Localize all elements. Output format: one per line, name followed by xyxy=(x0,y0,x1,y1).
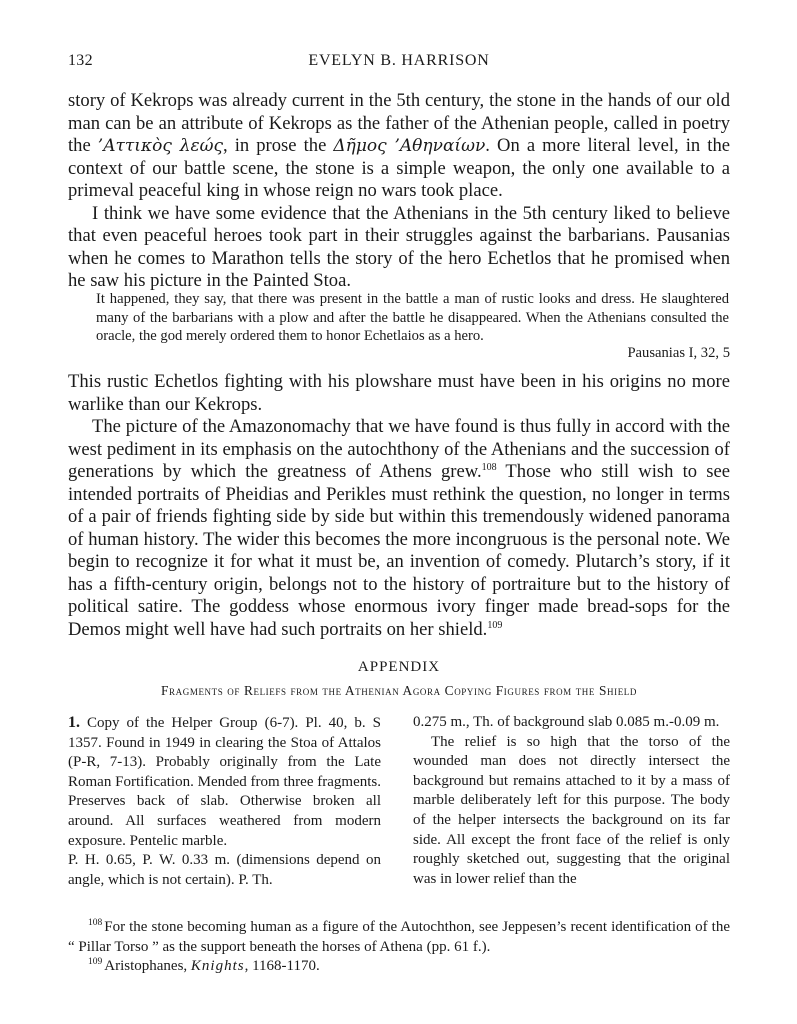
footnote-108: $^{108}$ For the stone becoming human as a figure of the Autochthon, see Jeppesen’s recent identification of the “ Pillar Torso ” as the support beneath the horses of Athena (pp. 61 f.). xyxy=(68,918,730,955)
footnote-ref-108[interactable]: 108 xyxy=(481,462,497,473)
paragraph-kekrops: story of Kekrops was already current in the 5th century, the stone in the hands of our old man can be an attribute of Kekrops as the father of the Athenian people, called in poetry the ’Αττικὸς λεώς, in prose the Δῆμος ’Αθηναίων. On a more literal level, in the context of our battle scene, the stone is a simple weapon, the only one available to a primeval peaceful king in whose reign no wars took place. xyxy=(68,90,730,201)
greek-phrase-attikos-leos: ’Αττικὸς λεώς xyxy=(97,136,223,156)
catalogue-column-right xyxy=(413,713,730,889)
catalogue-entry-1-thickness: 0.275 m., Th. of background slab 0.085 m.-0.09 m. xyxy=(413,714,720,730)
paragraph-amazonomachy: The picture of the Amazonomachy that we have found is thus fully in accord with the west pediment in its emphasis on the autochthony of the Athenians and the succession of generations by which the greatness of Athens grew.$^{108}$ Those who still wish to see intended portraits of Pheidias and Perikles must rethink the question, no longer in terms of a pair of friends fighting side by side but within this tremendously widened panorama of human history. The wider this becomes the more incongruous is the personal note. We begin to recognize it for what it must be, an invention of comedy. Plutarch’s story, if it has a fifth-century origin, belongs not to the history of portraiture but to the history of political satire. The goddess whose enormous ivory finger made bread-sops for the Demos might well have had such portraits on her shield.$^{109}$ xyxy=(68,416,730,640)
page-number: 132 xyxy=(68,52,93,69)
paragraph-echetlos: I think we have some evidence that the Athenians in the 5th century liked to believe that even peaceful heroes took part in their struggles against the barbarians. Pausanias when he comes to Marathon tells the story of the hero Echetlos that he promised when he saw his picture in the Painted Stoa. xyxy=(68,202,730,291)
author-name: EVELYN B. HARRISON xyxy=(308,52,490,69)
running-head xyxy=(68,52,730,74)
greek-phrase-demos-athenaion: Δῆμος ’Αθηναίων xyxy=(333,136,486,156)
appendix-title: APPENDIX xyxy=(357,659,441,675)
work-title-knights: Knights xyxy=(190,958,245,974)
body-text-lower xyxy=(68,371,730,641)
catalogue-entry-number: 1. xyxy=(68,714,80,731)
catalogue-entry-1-description: 1. Copy of the Helper Group (6-7). Pl. 40, b. S 1357. Found in 1949 in clearing the Stoa of Attalos (P-R, 7-13). Probably originally from the Late Roman Fortification. Mended from three fragments. Preserves back of slab. Otherwise broken all around. All surfaces weathered from modern exposure. Pentelic marble. xyxy=(68,714,381,849)
footnote-number-109: 109 xyxy=(88,957,103,967)
block-quote: It happened, they say, that there was present in the battle a man of rustic looks and dress. He slaughtered many of the barbarians with a plow and after the battle he disappeared. When the Athenians consulted the oracle, the god merely ordered them to honor Echetlaios as a hero. xyxy=(96,291,729,344)
paragraph-plowshare: This rustic Echetlos fighting with his plowshare must have been in his origins no more warlike than our Kekrops. xyxy=(68,371,730,415)
appendix-subtitle: Fragments of Reliefs from the Athenian Agora Copying Figures from the Shield xyxy=(161,683,637,698)
quote-citation: Pausanias I, 32, 5 xyxy=(627,345,730,361)
body-text-upper xyxy=(68,90,730,293)
footnote-109: $^{109}$ Aristophanes, Knights, 1168-1170. xyxy=(88,957,320,974)
catalogue-column-left xyxy=(68,713,381,890)
footnote-number-108: 108 xyxy=(88,918,103,928)
catalogue-entry-1-relief-note: The relief is so high that the torso of the wounded man does not directly intersect the background but remains attached to it by a mass of marble deliberately left for this purpose. The body of the helper intersects the background on its far side. All except the front face of the relief is only roughly sketched out, suggesting that the original was in lower relief than the xyxy=(413,733,730,887)
footnotes xyxy=(68,918,730,977)
footnote-ref-109[interactable]: 109 xyxy=(487,619,503,631)
catalogue-entry-1-dimensions: P. H. 0.65, P. W. 0.33 m. (dimensions depend on angle, which is not certain). P. Th. xyxy=(68,852,381,888)
